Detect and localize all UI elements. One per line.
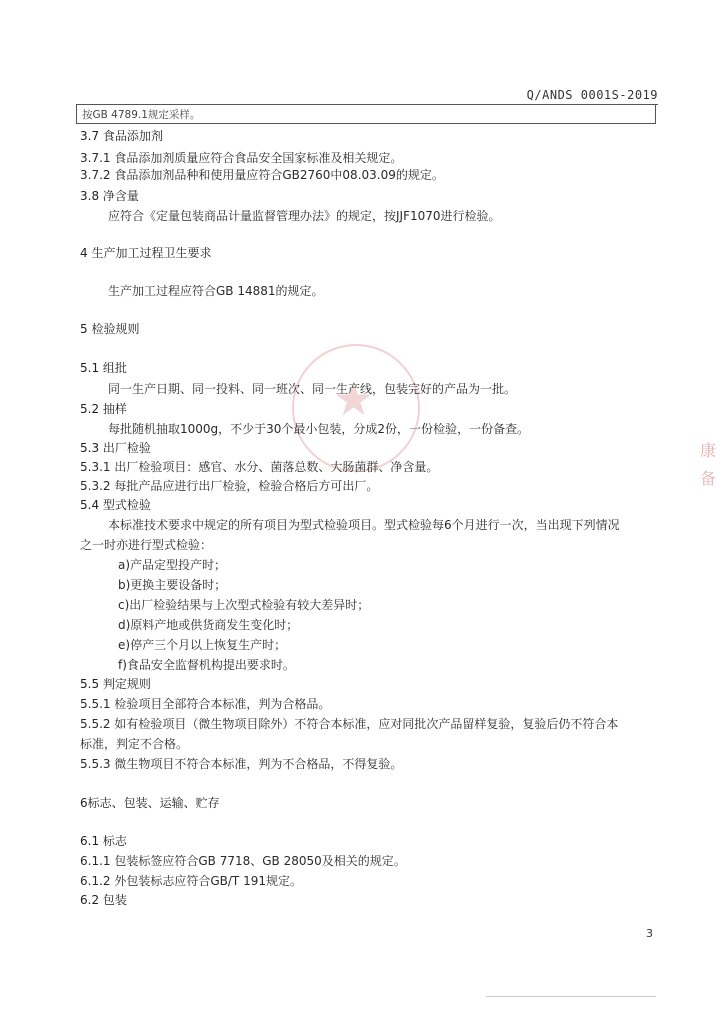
clause-5-2-text: 每批随机抽取1000g，不少于30个最小包装，分成2份，一份检验，一份备查。 — [108, 422, 530, 436]
side-stamp-char-2: 备 — [700, 469, 717, 488]
section-6-heading: 6标志、包装、运输、贮存 — [80, 796, 220, 810]
clause-3-7-2: 3.7.2 食品添加剂品种和使用量应符合GB2760中08.03.09的规定。 — [80, 168, 444, 182]
section-5-2-heading: 5.2 抽样 — [80, 402, 127, 416]
section-5-4-heading: 5.4 型式检验 — [80, 498, 151, 512]
clause-6-1-1: 6.1.1 包装标签应符合GB 7718、GB 28050及相关的规定。 — [80, 854, 406, 868]
clause-5-5-2-a: 5.5.2 如有检验项目（微生物项目除外）不符合本标准，应对同批次产品留样复验，复验后仍不符合本 — [80, 717, 619, 731]
clause-5-4-text-1: 本标准技术要求中规定的所有项目为型式检验项目。型式检验每6个月进行一次，当出现下列情况 — [108, 518, 620, 532]
section-5-3-heading: 5.3 出厂检验 — [80, 441, 151, 455]
clause-3-7-1: 3.7.1 食品添加剂质量应符合食品安全国家标准及相关规定。 — [80, 151, 403, 165]
list-item-f: f)食品安全监督机构提出要求时。 — [118, 658, 295, 672]
clause-5-3-2: 5.3.2 每批产品应进行出厂检验，检验合格后方可出厂。 — [80, 479, 379, 493]
section-5-5-heading: 5.5 判定规则 — [80, 677, 151, 691]
clause-3-8-text: 应符合《定量包装商品计量监督管理办法》的规定，按JJF1070进行检验。 — [108, 209, 501, 223]
clause-6-1-2: 6.1.2 外包装标志应符合GB/T 191规定。 — [80, 874, 302, 888]
list-item-a: a)产品定型投产时； — [118, 558, 227, 572]
section-5-heading: 5 检验规则 — [80, 322, 140, 336]
section-5-1-heading: 5.1 组批 — [80, 361, 127, 375]
clause-5-5-3: 5.5.3 微生物项目不符合本标准，判为不合格品，不得复验。 — [80, 757, 403, 771]
list-item-c: c)出厂检验结果与上次型式检验有较大差异时； — [118, 598, 370, 612]
section-6-1-heading: 6.1 标志 — [80, 834, 127, 848]
clause-5-3-1: 5.3.1 出厂检验项目：感官、水分、菌落总数、大肠菌群、净含量。 — [80, 460, 439, 474]
clause-5-4-text-2: 之一时亦进行型式检验： — [80, 538, 213, 552]
clause-5-5-1: 5.5.1 检验项目全部符合本标准，判为合格品。 — [80, 697, 331, 711]
list-item-e: e)停产三个月以上恢复生产时； — [118, 638, 287, 652]
section-3-7-heading: 3.7 食品添加剂 — [80, 129, 163, 143]
doc-code: Q/ANDS 0001S-2019 — [526, 88, 658, 102]
section-6-2-heading: 6.2 包装 — [80, 893, 127, 907]
section-3-8-heading: 3.8 净含量 — [80, 189, 139, 203]
box-text: 按GB 4789.1规定采样。 — [82, 109, 201, 121]
section-4-text: 生产加工过程应符合GB 14881的规定。 — [108, 284, 324, 298]
side-stamp-char-1: 康 — [700, 441, 717, 460]
clause-5-5-2-b: 标准，判定不合格。 — [80, 737, 189, 751]
footer-rule — [486, 996, 656, 997]
list-item-d: d)原料产地或供货商发生变化时； — [118, 618, 299, 632]
seal-star-icon: ★ — [333, 372, 375, 426]
page-number: 3 — [646, 927, 653, 940]
clause-5-1-text: 同一生产日期、同一投料、同一班次、同一生产线，包装完好的产品为一批。 — [108, 382, 517, 396]
list-item-b: b)更换主要设备时； — [118, 578, 227, 592]
section-4-heading: 4 生产加工过程卫生要求 — [80, 246, 212, 260]
